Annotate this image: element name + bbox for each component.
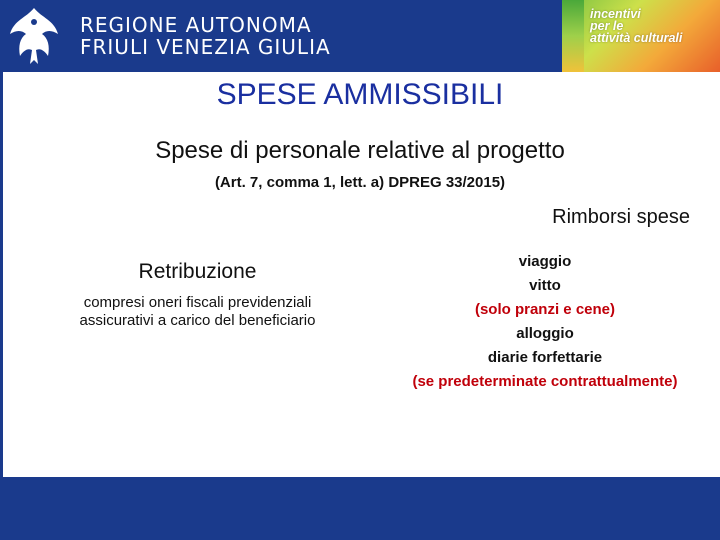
retribuzione-description (50, 294, 345, 330)
list-item: viaggio (518, 253, 572, 270)
slide-title: SPESE AMMISSIBILI (216, 78, 504, 111)
retribuzione-desc-line2: assicurativi a carico del beneficiario (79, 312, 316, 329)
eagle-logo-icon (6, 4, 62, 68)
rimborsi-heading: Rimborsi spese (552, 206, 690, 228)
banner-line1: incentivi (590, 7, 641, 21)
legal-reference: (Art. 7, comma 1, lett. a) DPREG 33/2015) (214, 174, 506, 191)
rimborsi-list (380, 250, 710, 394)
retribuzione-heading: Retribuzione (138, 260, 257, 283)
list-item: (se predeterminate contrattualmente) (412, 373, 678, 390)
left-edge-bar (0, 72, 3, 477)
header-bar (0, 0, 720, 72)
footer-bar (0, 477, 720, 540)
region-name-line1: REGIONE AUTONOMA (80, 13, 312, 37)
list-item: vitto (529, 277, 561, 294)
region-name (80, 14, 331, 58)
banner-text (590, 8, 682, 44)
region-name-line2: FRIULI VENEZIA GIULIA (80, 35, 331, 59)
list-item: (solo pranzi e cene) (474, 301, 616, 318)
slide-subtitle: Spese di personale relative al progetto (155, 137, 565, 164)
banner-line2: per le (590, 19, 624, 33)
banner-stripe (562, 0, 584, 72)
culture-incentives-banner (562, 0, 720, 72)
banner-line3: attività culturali (590, 31, 683, 45)
list-item: diarie forfettarie (487, 349, 603, 366)
list-item: alloggio (516, 325, 574, 342)
retribuzione-desc-line1: compresi oneri fiscali previdenziali (83, 294, 312, 311)
